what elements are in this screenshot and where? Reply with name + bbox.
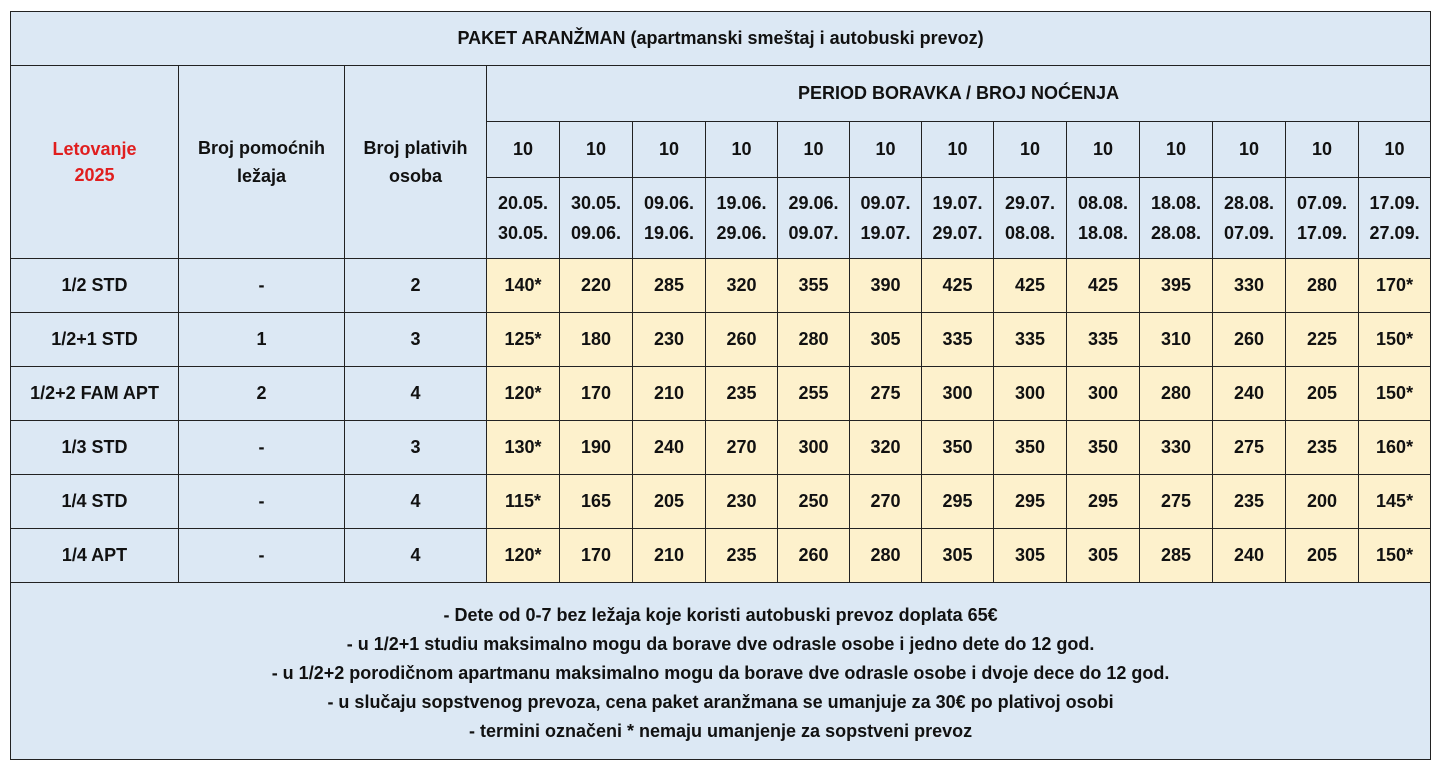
nights-cell: 10 xyxy=(1140,122,1213,178)
room-type-cell: 1/3 STD xyxy=(11,421,179,475)
price-cell: 150* xyxy=(1359,529,1431,583)
period-from: 19.06. xyxy=(716,193,767,213)
nights-cell: 10 xyxy=(487,122,560,178)
price-cell: 425 xyxy=(994,259,1067,313)
nights-cell: 10 xyxy=(1286,122,1359,178)
period-dates-cell xyxy=(1359,178,1431,259)
paying-persons-header-line-1: Broj plativih xyxy=(363,138,468,158)
extra-beds-cell: 2 xyxy=(179,367,345,421)
period-to: 09.06. xyxy=(570,223,622,243)
paying-persons-header-line-2: osoba xyxy=(388,166,442,186)
nights-cell: 10 xyxy=(1067,122,1140,178)
price-cell: 395 xyxy=(1140,259,1213,313)
table-row xyxy=(11,529,1431,583)
period-to: 30.05. xyxy=(497,223,549,243)
price-cell: 120* xyxy=(487,529,560,583)
table-title: PAKET ARANŽMAN (apartmanski smeštaj i autobuski prevoz) xyxy=(11,12,1431,66)
period-dates-cell xyxy=(487,178,560,259)
price-list xyxy=(10,11,1430,760)
price-cell: 305 xyxy=(1067,529,1140,583)
nights-cell: 10 xyxy=(994,122,1067,178)
period-to: 27.09. xyxy=(1369,223,1420,243)
price-cell: 200 xyxy=(1286,475,1359,529)
price-cell: 145* xyxy=(1359,475,1431,529)
table-row xyxy=(11,475,1431,529)
note-line: - u 1/2+2 porodičnom apartmanu maksimalno mogu da borave dve odrasle osobe i dvoje dece do 12 god. xyxy=(271,662,1170,683)
price-cell: 300 xyxy=(994,367,1067,421)
price-cell: 320 xyxy=(850,421,922,475)
season-line-2: 2025 xyxy=(74,165,115,185)
price-cell: 220 xyxy=(560,259,633,313)
price-cell: 170* xyxy=(1359,259,1431,313)
price-cell: 120* xyxy=(487,367,560,421)
price-cell: 425 xyxy=(922,259,994,313)
room-type-cell: 1/4 STD xyxy=(11,475,179,529)
price-cell: 280 xyxy=(1140,367,1213,421)
price-cell: 285 xyxy=(633,259,706,313)
period-from: 08.08. xyxy=(1077,193,1129,213)
price-cell: 285 xyxy=(1140,529,1213,583)
extra-beds-cell: - xyxy=(179,259,345,313)
price-cell: 280 xyxy=(1286,259,1359,313)
price-cell: 280 xyxy=(778,313,850,367)
room-type-cell: 1/4 APT xyxy=(11,529,179,583)
price-cell: 235 xyxy=(1213,475,1286,529)
season-line-1: Letovanje xyxy=(52,139,137,159)
period-from: 28.08. xyxy=(1223,193,1275,213)
price-cell: 150* xyxy=(1359,313,1431,367)
price-cell: 210 xyxy=(633,367,706,421)
period-to: 08.08. xyxy=(1004,223,1056,243)
period-from: 18.08. xyxy=(1150,193,1202,213)
price-cell: 330 xyxy=(1140,421,1213,475)
period-from: 20.05. xyxy=(497,193,549,213)
extra-beds-header xyxy=(179,66,345,259)
period-dates-cell xyxy=(1286,178,1359,259)
price-cell: 180 xyxy=(560,313,633,367)
price-cell: 235 xyxy=(1286,421,1359,475)
price-cell: 240 xyxy=(1213,529,1286,583)
price-cell: 255 xyxy=(778,367,850,421)
price-cell: 160* xyxy=(1359,421,1431,475)
price-cell: 300 xyxy=(778,421,850,475)
period-to: 09.07. xyxy=(788,223,839,243)
price-cell: 125* xyxy=(487,313,560,367)
note-line: - Dete od 0-7 bez ležaja koje koristi autobuski prevoz doplata 65€ xyxy=(443,604,998,625)
note-line: - u 1/2+1 studiu maksimalno mogu da borave dve odrasle osobe i jedno dete do 12 god. xyxy=(346,633,1095,654)
price-cell: 280 xyxy=(850,529,922,583)
price-cell: 235 xyxy=(706,529,778,583)
price-cell: 270 xyxy=(706,421,778,475)
price-cell: 260 xyxy=(778,529,850,583)
period-row xyxy=(11,66,1431,122)
period-from: 29.07. xyxy=(1004,193,1056,213)
period-dates-cell xyxy=(778,178,850,259)
price-cell: 150* xyxy=(1359,367,1431,421)
paying-persons-cell: 4 xyxy=(345,529,487,583)
room-type-cell: 1/2+2 FAM APT xyxy=(11,367,179,421)
period-dates-cell xyxy=(994,178,1067,259)
nights-cell: 10 xyxy=(560,122,633,178)
extra-beds-cell: - xyxy=(179,529,345,583)
price-cell: 205 xyxy=(633,475,706,529)
price-cell: 320 xyxy=(706,259,778,313)
period-from: 07.09. xyxy=(1296,193,1348,213)
paying-persons-header xyxy=(345,66,487,259)
period-from: 09.07. xyxy=(860,193,911,213)
table-body xyxy=(11,12,1431,760)
period-from: 17.09. xyxy=(1369,193,1420,213)
title-row xyxy=(11,12,1431,66)
extra-beds-header-line-2: ležaja xyxy=(236,166,287,186)
paying-persons-cell: 4 xyxy=(345,367,487,421)
table-row xyxy=(11,421,1431,475)
price-cell: 295 xyxy=(922,475,994,529)
extra-beds-cell: - xyxy=(179,421,345,475)
price-cell: 330 xyxy=(1213,259,1286,313)
period-dates-cell xyxy=(922,178,994,259)
price-cell: 275 xyxy=(850,367,922,421)
price-cell: 115* xyxy=(487,475,560,529)
period-from: 29.06. xyxy=(788,193,839,213)
price-cell: 295 xyxy=(994,475,1067,529)
price-cell: 305 xyxy=(922,529,994,583)
price-cell: 335 xyxy=(1067,313,1140,367)
price-cell: 335 xyxy=(922,313,994,367)
price-table xyxy=(10,11,1431,760)
paying-persons-cell: 2 xyxy=(345,259,487,313)
price-cell: 270 xyxy=(850,475,922,529)
price-cell: 225 xyxy=(1286,313,1359,367)
price-cell: 260 xyxy=(706,313,778,367)
price-cell: 230 xyxy=(706,475,778,529)
price-cell: 170 xyxy=(560,529,633,583)
nights-cell: 10 xyxy=(1213,122,1286,178)
nights-cell: 10 xyxy=(850,122,922,178)
period-from: 09.06. xyxy=(643,193,695,213)
price-cell: 140* xyxy=(487,259,560,313)
price-cell: 295 xyxy=(1067,475,1140,529)
period-to: 28.08. xyxy=(1150,223,1202,243)
price-cell: 425 xyxy=(1067,259,1140,313)
price-cell: 350 xyxy=(994,421,1067,475)
period-dates-cell xyxy=(850,178,922,259)
price-cell: 240 xyxy=(1213,367,1286,421)
table-row xyxy=(11,259,1431,313)
season-label xyxy=(11,66,179,259)
price-cell: 170 xyxy=(560,367,633,421)
note-line: - u slučaju sopstvenog prevoza, cena paket aranžmana se umanjuje za 30€ po plativoj osobi xyxy=(327,691,1114,712)
nights-cell: 10 xyxy=(706,122,778,178)
extra-beds-header-line-1: Broj pomoćnih xyxy=(198,138,325,158)
period-to: 17.09. xyxy=(1296,223,1348,243)
notes-section xyxy=(11,583,1431,760)
price-cell: 240 xyxy=(633,421,706,475)
period-to: 19.07. xyxy=(860,223,911,243)
note-line: - termini označeni * nemaju umanjenje za sopstveni prevoz xyxy=(468,720,973,741)
period-dates-cell xyxy=(1213,178,1286,259)
price-cell: 235 xyxy=(706,367,778,421)
period-dates-cell xyxy=(560,178,633,259)
price-cell: 300 xyxy=(922,367,994,421)
paying-persons-cell: 4 xyxy=(345,475,487,529)
price-cell: 335 xyxy=(994,313,1067,367)
room-type-cell: 1/2+1 STD xyxy=(11,313,179,367)
period-dates-cell xyxy=(633,178,706,259)
period-to: 29.06. xyxy=(716,223,767,243)
price-cell: 300 xyxy=(1067,367,1140,421)
price-cell: 260 xyxy=(1213,313,1286,367)
paying-persons-cell: 3 xyxy=(345,421,487,475)
period-to: 29.07. xyxy=(932,223,983,243)
price-cell: 205 xyxy=(1286,367,1359,421)
price-cell: 250 xyxy=(778,475,850,529)
period-to: 19.06. xyxy=(643,223,695,243)
nights-cell: 10 xyxy=(922,122,994,178)
table-row xyxy=(11,367,1431,421)
nights-cell: 10 xyxy=(633,122,706,178)
period-from: 30.05. xyxy=(570,193,622,213)
price-cell: 305 xyxy=(850,313,922,367)
price-cell: 350 xyxy=(1067,421,1140,475)
period-to: 18.08. xyxy=(1077,223,1129,243)
nights-cell: 10 xyxy=(778,122,850,178)
price-cell: 130* xyxy=(487,421,560,475)
period-dates-cell xyxy=(706,178,778,259)
period-from: 19.07. xyxy=(932,193,983,213)
paying-persons-cell: 3 xyxy=(345,313,487,367)
notes-row xyxy=(11,583,1431,760)
price-cell: 275 xyxy=(1140,475,1213,529)
price-cell: 350 xyxy=(922,421,994,475)
price-cell: 310 xyxy=(1140,313,1213,367)
price-cell: 190 xyxy=(560,421,633,475)
price-cell: 390 xyxy=(850,259,922,313)
period-dates-cell xyxy=(1140,178,1213,259)
price-cell: 205 xyxy=(1286,529,1359,583)
price-cell: 305 xyxy=(994,529,1067,583)
price-cell: 230 xyxy=(633,313,706,367)
room-type-cell: 1/2 STD xyxy=(11,259,179,313)
price-cell: 165 xyxy=(560,475,633,529)
nights-cell: 10 xyxy=(1359,122,1431,178)
extra-beds-cell: - xyxy=(179,475,345,529)
table-row xyxy=(11,313,1431,367)
period-header: PERIOD BORAVKA / BROJ NOĆENJA xyxy=(487,66,1431,122)
price-cell: 275 xyxy=(1213,421,1286,475)
price-cell: 355 xyxy=(778,259,850,313)
price-cell: 210 xyxy=(633,529,706,583)
period-dates-cell xyxy=(1067,178,1140,259)
period-to: 07.09. xyxy=(1223,223,1275,243)
extra-beds-cell: 1 xyxy=(179,313,345,367)
